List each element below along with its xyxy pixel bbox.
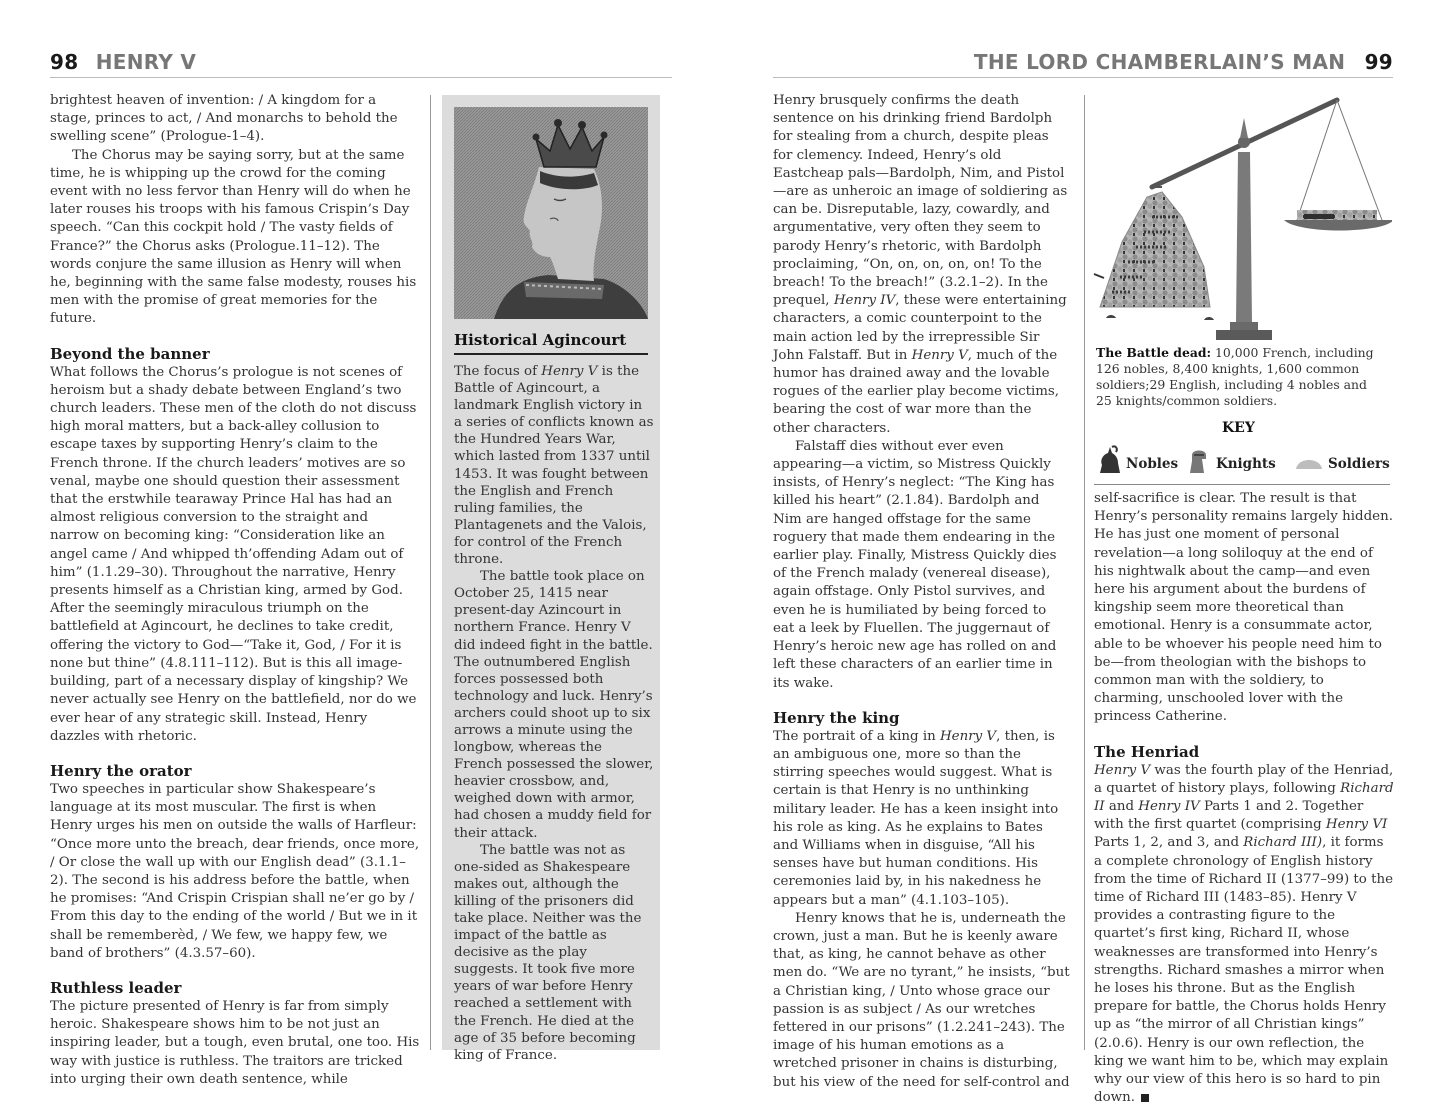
header-rule-right — [773, 77, 1393, 78]
paragraph: The Chorus may be saying sorry, but at the same time, he is whipping up the crowd for the coming event with no less fervor than Henry will do when he later rouses his troops with his famous Crispin’s Day speech. “Can this cockpit hold / The vasty fields of France?” the Chorus asks (Prologue.11–12). The words conjure the same illusion as Henry will when he, beginning with the same false modesty, rouses his men with the promise of great memories for the future. — [50, 147, 417, 327]
header-rule-left — [50, 77, 672, 78]
section-heading: Henry the king — [773, 708, 900, 727]
column-divider — [1084, 95, 1085, 1050]
key-divider — [1094, 484, 1390, 485]
running-title-right: THE LORD CHAMBERLAIN’S MAN — [973, 50, 1346, 74]
sidebar-historical-agincourt — [442, 95, 660, 1063]
sidebar-paragraph: The focus of Henry V is the Battle of Agincourt, a landmark English victory in a series of conflicts known as the Hundred Years War, which lasted from 1337 until 1453. It was fought between the English and French ruling families, the Plantagenets and the Valois, for control of the French throne. — [454, 364, 654, 568]
section-heading: Beyond the banner — [50, 344, 210, 363]
left-page-header — [50, 50, 196, 74]
paragraph: self-sacrifice is clear. The result is that Henry’s personality remains largely hidden. He has just one moment of personal revelation—a long soliloquy at the end of his nightwalk about the camp—and even here his argument about the burdens of kingship seem more theoretical than emotional. Henry is a consummate actor, able to be whoever his people need him to be—from theologian with the bishops to common man with the soldiery, to charming, unschooled lover with the princess Catherine. — [1094, 491, 1393, 725]
section-heading: Henry the orator — [50, 761, 192, 780]
paragraph: The portrait of a king in Henry V, then, is an ambiguous one, more so than the stirring speeches would suggest. What is certain is that Henry is no unthinking military leader. He has a keen insight into his role as king. As he explains to Bates and Williams when in disguise, “All his senses have but human conditions. His ceremonies laid by, in his nakedness he appears but a man” (4.1.103–105). — [773, 728, 1059, 908]
end-of-article-mark — [1141, 1094, 1149, 1102]
paragraph: Falstaff dies without ever even appearing—a victim, so Mistress Quickly insists, of Henry’s neglect: “The King has killed his heart” (2.1.84). Bardolph and Nim are hanged offstage for the same roguery that made them endearing in the earlier play. Finally, Mistress Quickly dies of the French malady (venereal disease), again offstage. Only Pistol survives, and even he is humiliated by being forced to eat a leek by Fluellen. The juggernaut of Henry’s heroic new age has rolled on and left these characters of an earlier time in its wake. — [773, 438, 1057, 691]
page-number-right: 99 — [1364, 50, 1393, 74]
paragraph: Henry V was the fourth play of the Henriad, a quartet of history plays, following Richard II and Henry IV Parts 1 and 2. Together with the first quartet (comprising Henry VI Parts 1, 2, and 3, and Richard III), it forms a complete chronology of English history from the time of Richard II (1377–99) to the time of Richard III (1483–85). Henry V provides a contrasting figure to the quartet’s first king, Richard II, whose weaknesses are transformed into Henry’s strengths. Richard smashes a mirror when he loses his throne. But as the English prepare for battle, the Chorus holds Henry up as “the mirror of all Christian kings” (2.0.6). Henry is our own reflection, the king we want him to be, which may explain why our view of this hero is so hard to pin down. — [1094, 762, 1394, 1106]
graphic-caption: The Battle dead: 10,000 French, including 126 nobles, 8,400 knights, 1,600 common soldiers;29 English, including 4 nobles and 25 knights/common soldiers. — [1096, 345, 1374, 408]
henry-v-portrait-image — [454, 107, 648, 319]
key-knights — [1186, 445, 1276, 475]
battle-dead-scale-graphic — [1092, 92, 1392, 342]
running-title-left: HENRY V — [95, 50, 197, 74]
knight-icon — [1186, 445, 1212, 475]
paragraph: The picture presented of Henry is far from simply heroic. Shakespeare shows him to be not just an inspiring leader, but a tough, even brutal, one too. His way with justice is ruthless. The traitors are tricked into urging their own death sentence, while — [50, 998, 420, 1087]
noble-icon — [1096, 445, 1122, 475]
key-soldiers — [1294, 445, 1390, 475]
section-heading: Ruthless leader — [50, 978, 182, 997]
page-number-left: 98 — [50, 50, 79, 74]
right-page-header — [974, 50, 1393, 74]
left-main-column — [50, 92, 420, 1089]
section-heading: The Henriad — [1094, 742, 1200, 761]
paragraph: Henry brusquely confirms the death sentence on his drinking friend Bardolph for stealing from a church, despite pleas for clemency. Indeed, Henry’s old Eastcheap pals—Bardolph, Nim, and Pistol—are as unheroic an image of soldiering as can be. Disreputable, lazy, cowardly, and argumentative, very often they seem to parody Henry’s rhetoric, with Bardolph proclaiming, “On, on, on, on, on! To the breach! To the breach!” (3.2.1–2). In the prequel, Henry IV, these were entertaining characters, a comic counterpoint to the main action led by the irrepressible Sir John Falstaff. But in Henry V, much of the humor has drained away and the lovable rogues of the earlier play become victims, bearing the cost of war more than the other characters. — [773, 93, 1068, 436]
key-title: KEY — [1222, 420, 1255, 436]
paragraph: Two speeches in particular show Shakespeare’s language at its most muscular. The first is when Henry urges his men on outside the walls of Harfleur: “Once more unto the breach, dear friends, once more, / Or close the wall up with our English dead” (3.1.1–2). The second is his address before the battle, when he promises: “And Crispin Crispian shall ne’er go by / From this day to the ending of the world / But we in it shall be rememberèd, / We few, we happy few, we band of brothers” (4.3.57–60). — [50, 781, 420, 961]
sidebar-text — [454, 363, 654, 1064]
paragraph: brightest heaven of invention: / A kingdom for a stage, princes to act, / And monarchs to behold the swelling scene” (Prologue-1–4). — [50, 93, 398, 145]
sidebar-title: Historical Agincourt — [454, 331, 648, 355]
key-label-knights: Knights — [1216, 456, 1276, 472]
paragraph: Henry knows that he is, underneath the crown, just a man. But he is keenly aware that, as king, he cannot behave as other men do. “We are no tyrant,” he insists, “but a Christian king, / Unto whose grace our passion is as subject / As our wretches fettered in our prisons” (1.2.241–243). The image of his human emotions as a wretched prisoner in chains is disturbing, but his view of the need for self-control and — [773, 910, 1070, 1090]
key-legend — [1094, 445, 1394, 477]
sidebar-paragraph: The battle was not as one-sided as Shakespeare makes out, although the killing of the prisoners did take place. Neither was the impact of the battle as decisive as the play suggests. It took five more years of war before Henry reached a settlement with the French. He died at the age of 35 before becoming king of France. — [454, 842, 642, 1063]
right-main-column — [773, 92, 1071, 1092]
sidebar-paragraph: The battle took place on October 25, 1415 near present-day Azincourt in northern France. Henry V did indeed fight in the battle. The outnumbered English forces possessed both technology and luck. Henry’s archers could shoot up to six arrows a minute using the longbow, whereas the French possessed the slower, heavier crossbow, and, weighed down with armor, had chosen a muddy field for their attack. — [454, 569, 654, 841]
soldier-icon — [1294, 445, 1324, 475]
paragraph: What follows the Chorus’s prologue is not scenes of heroism but a shady debate between England’s two church leaders. These men of the cloth do not discuss high moral matters, but a back-alley collusion to escape taxes by supporting Henry’s claim to the French throne. If the church leaders’ motives are so venal, maybe one should question their assessment that the erstwhile tearaway Prince Hal has had an almost religious conversion to the straight and narrow on becoming king: “Consideration like an angel came / And whipped th’offending Adam out of him” (1.1.29–30). Throughout the narrative, Henry presents himself as a Christian king, armed by God. After the seemingly miraculous triumph on the battlefield at Agincourt, he declines to take credit, offering the victory to God—“Take it, God, / For it is none but thine” (4.8.111–112). But is this all image-building, part of a necessary display of kingship? We never actually see Henry on the battlefield, nor do we ever hear of any strategic skill. Instead, Henry dazzles with rhetoric. — [50, 364, 417, 744]
key-nobles — [1096, 445, 1178, 475]
key-label-nobles: Nobles — [1126, 456, 1179, 472]
right-second-column — [1094, 490, 1394, 1108]
column-divider — [430, 95, 431, 1050]
key-label-soldiers: Soldiers — [1328, 456, 1390, 472]
